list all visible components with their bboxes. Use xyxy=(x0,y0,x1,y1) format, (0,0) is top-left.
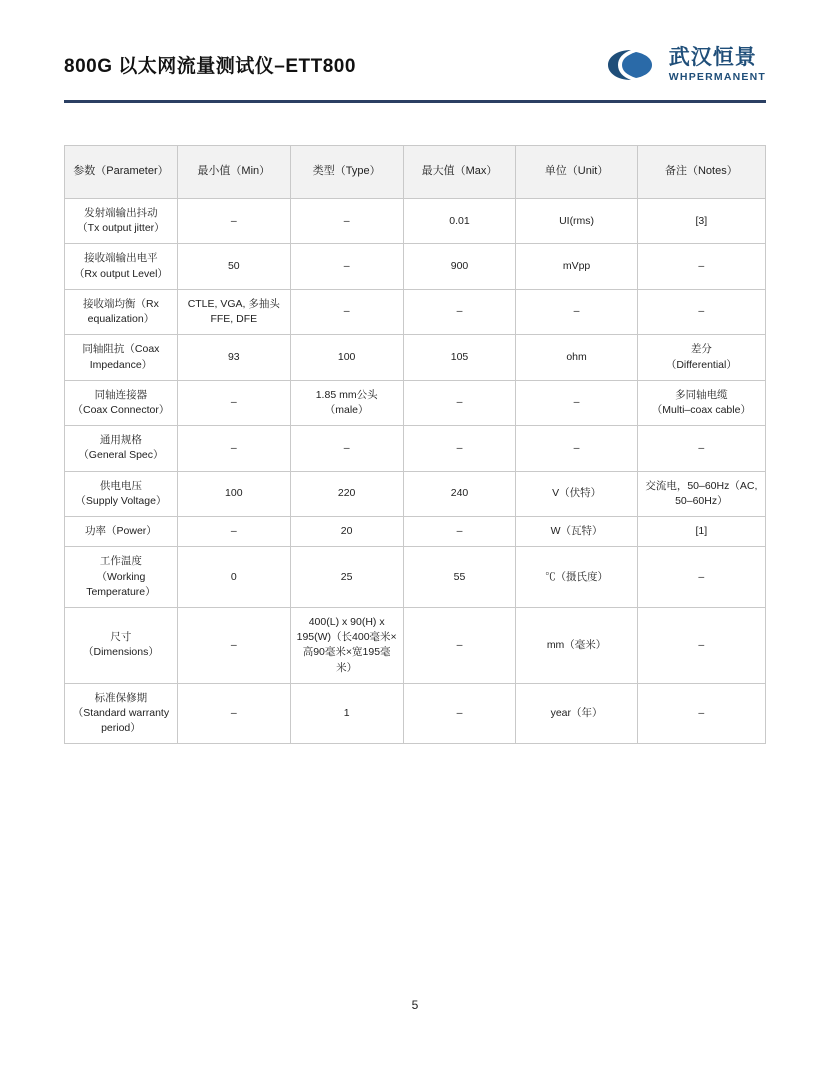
column-header-notes: 备注（Notes） xyxy=(637,146,765,199)
table-row xyxy=(65,607,766,683)
table-row xyxy=(65,289,766,334)
cell-max: 55 xyxy=(403,547,516,608)
brand-name-cn: 武汉恒景 xyxy=(668,46,757,70)
cell-type: 220 xyxy=(290,471,403,516)
table-row xyxy=(65,683,766,744)
cell-unit: V（伏特） xyxy=(516,471,637,516)
cell-notes: – xyxy=(637,607,765,683)
column-header-parameter: 参数（Parameter） xyxy=(65,146,178,199)
cell-max: 900 xyxy=(403,244,516,289)
brand-logo xyxy=(605,46,766,96)
brand-name-en: WHPERMANENT xyxy=(668,71,766,84)
table-row xyxy=(65,517,766,547)
cell-min: 93 xyxy=(177,335,290,380)
cell-type: – xyxy=(290,244,403,289)
cell-parameter: 通用规格 （General Spec） xyxy=(65,426,178,471)
table-row xyxy=(65,335,766,380)
table-row xyxy=(65,380,766,425)
cell-notes: – xyxy=(637,683,765,744)
cell-parameter: 接收端均衡（Rx equalization） xyxy=(65,289,178,334)
cell-unit: – xyxy=(516,426,637,471)
table-row xyxy=(65,426,766,471)
cell-unit: UI(rms) xyxy=(516,199,637,244)
column-header-type: 类型（Type） xyxy=(290,146,403,199)
cell-min: – xyxy=(177,426,290,471)
cell-notes: [3] xyxy=(637,199,765,244)
cell-min: 50 xyxy=(177,244,290,289)
cell-notes: – xyxy=(637,426,765,471)
cell-type: – xyxy=(290,199,403,244)
cell-max: 0.01 xyxy=(403,199,516,244)
cell-max: – xyxy=(403,289,516,334)
column-header-min: 最小值（Min） xyxy=(177,146,290,199)
table-header-row xyxy=(65,146,766,199)
spec-table-container xyxy=(64,145,766,744)
cell-min: – xyxy=(177,607,290,683)
cell-notes: – xyxy=(637,244,765,289)
cell-min: – xyxy=(177,683,290,744)
cell-max: 240 xyxy=(403,471,516,516)
cell-parameter: 同轴阻抗（Coax Impedance） xyxy=(65,335,178,380)
cell-unit: mm（毫米） xyxy=(516,607,637,683)
cell-max: – xyxy=(403,607,516,683)
cell-unit: – xyxy=(516,380,637,425)
cell-min: – xyxy=(177,517,290,547)
cell-max: – xyxy=(403,517,516,547)
cell-parameter: 工作温度 （Working Temperature） xyxy=(65,547,178,608)
cell-min: – xyxy=(177,380,290,425)
crescent-logo-icon xyxy=(605,48,659,82)
cell-notes: 多同轴电缆 （Multi–coax cable） xyxy=(637,380,765,425)
header-divider xyxy=(64,100,766,103)
cell-min: – xyxy=(177,199,290,244)
cell-notes: – xyxy=(637,547,765,608)
table-row xyxy=(65,244,766,289)
cell-type: 400(L) x 90(H) x 195(W)（长400毫米×高90毫米×宽195毫米） xyxy=(290,607,403,683)
cell-unit: ohm xyxy=(516,335,637,380)
cell-parameter: 发射端输出抖动 （Tx output jitter） xyxy=(65,199,178,244)
column-header-max: 最大值（Max） xyxy=(403,146,516,199)
page-header xyxy=(64,0,766,96)
cell-parameter: 接收端输出电平 （Rx output Level） xyxy=(65,244,178,289)
cell-unit: ℃（摄氏度） xyxy=(516,547,637,608)
spec-table xyxy=(64,145,766,744)
table-row xyxy=(65,471,766,516)
cell-parameter: 同轴连接器 （Coax Connector） xyxy=(65,380,178,425)
page-number: 5 xyxy=(411,998,419,1012)
cell-notes: [1] xyxy=(637,517,765,547)
cell-type: – xyxy=(290,426,403,471)
cell-type: 25 xyxy=(290,547,403,608)
cell-type: – xyxy=(290,289,403,334)
cell-type: 1 xyxy=(290,683,403,744)
cell-unit: mVpp xyxy=(516,244,637,289)
cell-max: – xyxy=(403,683,516,744)
cell-unit: year（年） xyxy=(516,683,637,744)
cell-type: 1.85 mm公头 （male） xyxy=(290,380,403,425)
cell-unit: W（瓦特） xyxy=(516,517,637,547)
cell-notes: 差分 （Differential） xyxy=(637,335,765,380)
cell-parameter: 尺寸 （Dimensions） xyxy=(65,607,178,683)
cell-parameter: 功率（Power） xyxy=(65,517,178,547)
column-header-unit: 单位（Unit） xyxy=(516,146,637,199)
cell-min: 0 xyxy=(177,547,290,608)
brand-text xyxy=(669,46,766,84)
cell-parameter: 供电电压 （Supply Voltage） xyxy=(65,471,178,516)
cell-unit: – xyxy=(516,289,637,334)
cell-parameter: 标准保修期 （Standard warranty period） xyxy=(65,683,178,744)
cell-type: 20 xyxy=(290,517,403,547)
cell-min: CTLE, VGA, 多抽头FFE, DFE xyxy=(177,289,290,334)
cell-notes: – xyxy=(637,289,765,334)
spec-table-body xyxy=(65,199,766,744)
cell-notes: 交流电，50–60Hz（AC, 50–60Hz） xyxy=(637,471,765,516)
table-row xyxy=(65,547,766,608)
cell-min: 100 xyxy=(177,471,290,516)
cell-max: – xyxy=(403,380,516,425)
page-title: 800G 以太网流量测试仪–ETT800 xyxy=(64,56,356,77)
cell-max: – xyxy=(403,426,516,471)
cell-max: 105 xyxy=(403,335,516,380)
cell-type: 100 xyxy=(290,335,403,380)
table-row xyxy=(65,199,766,244)
